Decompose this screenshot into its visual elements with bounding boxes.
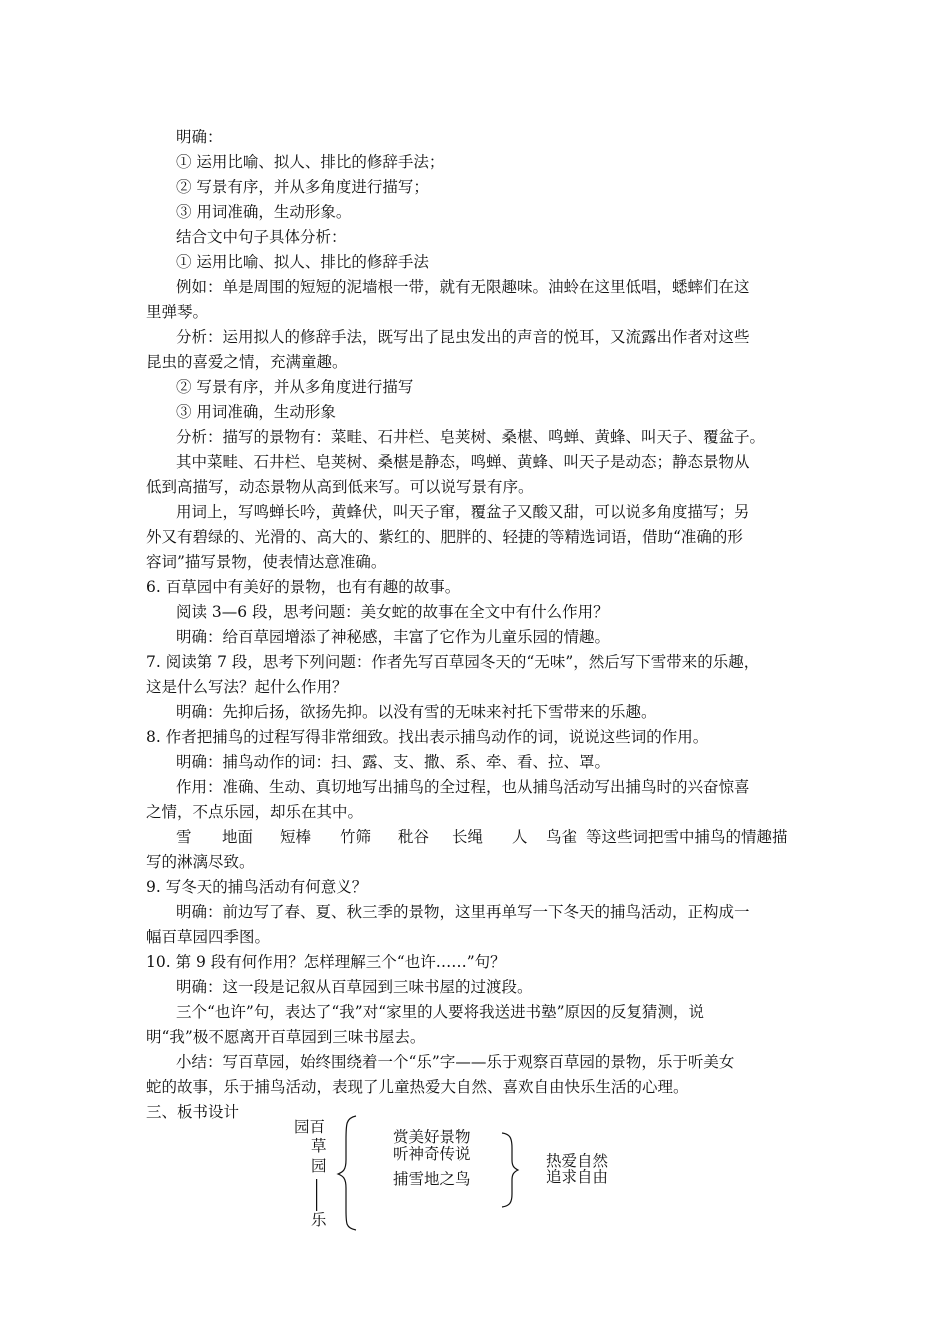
board-left-char: | bbox=[314, 1193, 320, 1211]
board-middle-item: 赏美好景物 bbox=[393, 1128, 471, 1146]
paragraph-line: ② 写景有序，并从多角度进行描写 bbox=[176, 378, 414, 396]
paragraph-line: 明“我”极不愿离开百草园到三味书屋去。 bbox=[146, 1028, 426, 1046]
paragraph-line: 分析：描写的景物有：菜畦、石井栏、皂荚树、桑椹、鸣蝉、黄蜂、叫天子、覆盆子。 bbox=[176, 428, 766, 446]
paragraph-line: 这是什么写法？起什么作用？ bbox=[146, 678, 348, 696]
paragraph-line: 阅读 3—6 段，思考问题：美女蛇的故事在全文中有什么作用？ bbox=[176, 603, 609, 621]
left-brace bbox=[338, 1116, 356, 1230]
paragraph-line: 三个“也许”句，表达了“我”对“家里的人要将我送进书塾”原因的反复猜测，说 bbox=[176, 1003, 705, 1021]
word-item: 雪 bbox=[176, 828, 192, 846]
paragraph-line: ③ 用词准确，生动形象。 bbox=[176, 203, 352, 221]
paragraph-line: 明确：捕鸟动作的词：扫、露、支、撒、系、牵、看、拉、罩。 bbox=[176, 753, 611, 771]
section-heading: 三、板书设计 bbox=[146, 1103, 240, 1121]
paragraph-line: 小结：写百草园，始终围绕着一个“乐”字——乐于观察百草园的景物，乐于听美女 bbox=[176, 1053, 735, 1071]
paragraph-line: 明确：先抑后扬，欲扬先抑。以没有雪的无味来衬托下雪带来的乐趣。 bbox=[176, 703, 657, 721]
paragraph-line: ③ 用词准确，生动形象 bbox=[176, 403, 336, 421]
paragraph-line: ② 写景有序，并从多角度进行描写； bbox=[176, 178, 429, 196]
word-item: 人 bbox=[512, 828, 528, 846]
word-item: 秕谷 bbox=[398, 828, 430, 846]
paragraph-line: 昆虫的喜爱之情，充满童趣。 bbox=[146, 353, 348, 371]
paragraph-line: 明确：给百草园增添了神秘感，丰富了它作为儿童乐园的情趣。 bbox=[176, 628, 611, 646]
paragraph-line: 其中菜畦、石井栏、皂荚树、桑椹是静态，鸣蝉、黄蜂、叫天子是动态；静态景物从 bbox=[176, 453, 750, 471]
paragraph-line: 里弹琴。 bbox=[146, 303, 209, 321]
question-heading: 6. 百草园中有美好的景物，也有有趣的故事。 bbox=[146, 578, 461, 596]
word-item: 地面 bbox=[222, 828, 254, 846]
question-heading: 9. 写冬天的捕鸟活动有何意义？ bbox=[146, 878, 368, 896]
board-left-char: 乐 bbox=[311, 1211, 327, 1229]
paragraph-line: 幅百草园四季图。 bbox=[146, 928, 271, 946]
paragraph-line: 蛇的故事，乐于捕鸟活动，表现了儿童热爱大自然、喜欢自由快乐生活的心理。 bbox=[146, 1078, 689, 1096]
word-item: 竹筛 bbox=[340, 828, 372, 846]
word-row-tail: 等这些词把雪中捕鸟的情趣描 bbox=[586, 828, 788, 846]
board-left-top: 园百 bbox=[294, 1118, 326, 1136]
right-brace bbox=[502, 1133, 518, 1207]
paragraph-line: 写的淋漓尽致。 bbox=[146, 853, 255, 871]
paragraph-line: 作用：准确、生动、真切地写出捕鸟的全过程，也从捕鸟活动写出捕鸟时的兴奋惊喜 bbox=[176, 778, 750, 796]
paragraph-line: 用词上，写鸣蝉长吟，黄蜂伏，叫天子窜，覆盆子又酸又甜，可以说多角度描写；另 bbox=[176, 503, 750, 521]
paragraph-line: 低到高描写，动态景物从高到低来写。可以说写景有序。 bbox=[146, 478, 534, 496]
paragraph-line: 明确： bbox=[176, 128, 223, 146]
question-heading: 7. 阅读第 7 段，思考下列问题：作者先写百草园冬天的“无味”，然后写下雪带来的乐趣， bbox=[146, 653, 760, 671]
paragraph-line: ① 运用比喻、拟人、排比的修辞手法 bbox=[176, 253, 429, 271]
board-left-char: 园 bbox=[311, 1157, 327, 1175]
board-right-item: 热爱自然 bbox=[546, 1152, 609, 1170]
board-left-char: 草 bbox=[311, 1137, 327, 1155]
paragraph-line: 明确：这一段是记叙从百草园到三味书屋的过渡段。 bbox=[176, 978, 533, 996]
board-right-item: 追求自由 bbox=[546, 1168, 609, 1186]
word-item: 鸟雀 bbox=[546, 828, 578, 846]
board-left-char: | bbox=[314, 1177, 320, 1195]
word-item: 长绳 bbox=[452, 828, 484, 846]
paragraph-line: 分析：运用拟人的修辞手法，既写出了昆虫发出的声音的悦耳，又流露出作者对这些 bbox=[176, 328, 750, 346]
paragraph-line: 明确：前边写了春、夏、秋三季的景物，这里再单写一下冬天的捕鸟活动，正构成一 bbox=[176, 903, 750, 921]
word-item: 短棒 bbox=[280, 828, 312, 846]
paragraph-line: 之情，不点乐园，却乐在其中。 bbox=[146, 803, 364, 821]
board-middle-item: 听神奇传说 bbox=[393, 1145, 471, 1163]
paragraph-line: ① 运用比喻、拟人、排比的修辞手法； bbox=[176, 153, 445, 171]
paragraph-line: 例如：单是周围的短短的泥墙根一带，就有无限趣味。油蛉在这里低唱，蟋蟀们在这 bbox=[176, 278, 750, 296]
question-heading: 8. 作者把捕鸟的过程写得非常细致。找出表示捕鸟动作的词，说说这些词的作用。 bbox=[146, 728, 709, 746]
paragraph-line: 容词”描写景物，使表情达意准确。 bbox=[146, 553, 387, 571]
board-middle-item: 捕雪地之鸟 bbox=[393, 1170, 471, 1188]
paragraph-line: 外又有碧绿的、光滑的、高大的、紫红的、肥胖的、轻捷的等精选词语，借助“准确的形 bbox=[146, 528, 743, 546]
question-heading: 10. 第 9 段有何作用？怎样理解三个“也许……”句？ bbox=[146, 953, 506, 971]
paragraph-line: 结合文中句子具体分析： bbox=[176, 228, 347, 246]
